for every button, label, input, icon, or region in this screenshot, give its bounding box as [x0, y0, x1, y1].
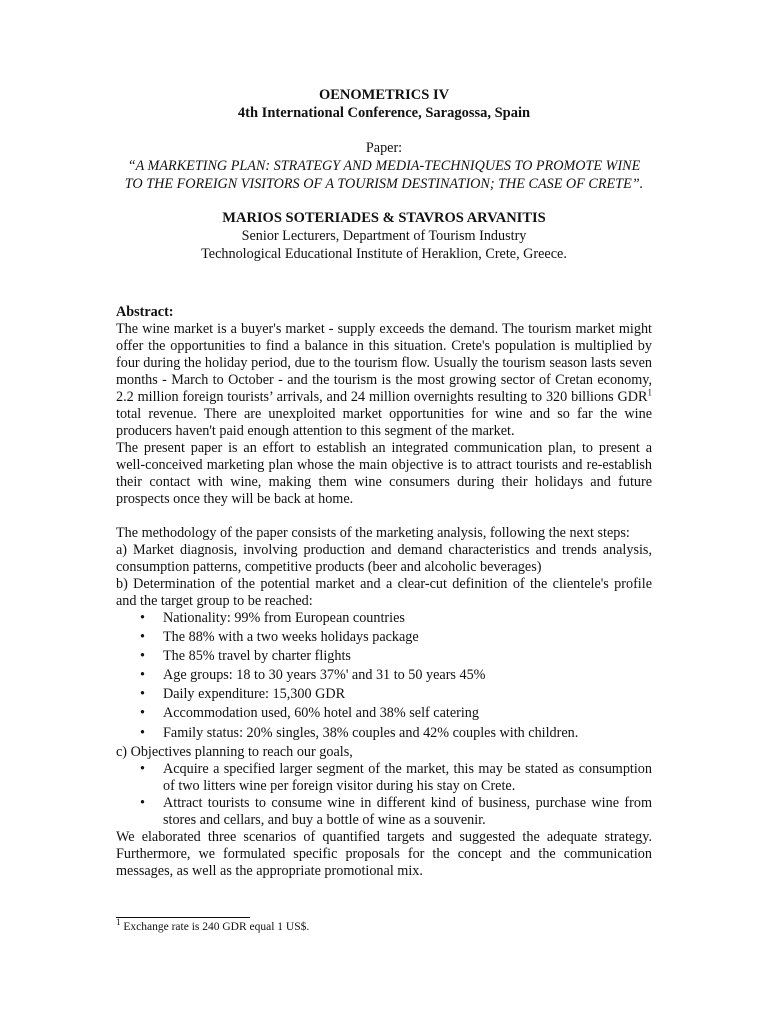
affiliation-department: Senior Lecturers, Department of Tourism Industry — [241, 228, 527, 244]
affiliation-institute: Technological Educational Institute of Heraklion, Crete, Greece. — [201, 246, 567, 262]
paper-header — [110, 86, 658, 263]
list-item: • Attract tourists to consume wine in different kind of business, purchase wine from stores and cellars, and buy a bottle of wine as a souvenir. — [163, 795, 652, 829]
abstract-section — [116, 304, 652, 880]
footnote-reference: 1 — [647, 387, 652, 398]
list-item: • Age groups: 18 to 30 years 37%' and 31 to 50 years 45% — [163, 667, 652, 684]
abstract-heading: Abstract: — [116, 304, 174, 320]
abstract-paragraph-1-text: The wine market is a buyer's market - supply exceeds the demand. The tourism market might offer the opportunities to find a balance in this situation. Crete's population is multiplied by four during the holiday period, due to the tourism flow. Usually the tourism season lasts seven months - March to October - and the tourism is the most growing sector of Cretan economy, 2.2 million foreign tourists’ arrivals, and 24 million overnights resulting to 320 billions GDR — [116, 321, 652, 405]
step-b: b) Determination of the potential market and a clear-cut definition of the clientele's profile and the target group to be reached: — [116, 576, 652, 609]
conference-title: OENOMETRICS IV — [318, 87, 450, 103]
paper-label: Paper: — [365, 140, 403, 156]
abstract-paragraph-1 — [116, 321, 652, 440]
paper-title: “A MARKETING PLAN: STRATEGY AND MEDIA-TECHNIQUES TO PROMOTE WINE TO THE FOREIGN VISITORS OF A TOURISM DESTINATION; THE CASE OF CRETE”. — [124, 158, 644, 192]
objective-bullet-list — [163, 761, 652, 829]
authors: MARIOS SOTERIADES & STAVROS ARVANITIS — [222, 210, 546, 226]
conference-subtitle: 4th International Conference, Saragossa, Spain — [237, 105, 531, 121]
profile-bullet-list — [163, 610, 652, 742]
abstract-paragraph-1-tail: total revenue. There are unexploited market opportunities for wine and so far the wine producers haven't paid enough attention to this segment of the market. — [116, 406, 652, 439]
abstract-paragraph-2: The present paper is an effort to establish an integrated communication plan, to present a well-conceived marketing plan whose the main objective is to attract tourists and re-establish their contact with wine, making them wine consumers during their holidays and future prospects once they will be back at home. — [116, 440, 652, 507]
list-item: • Family status: 20% singles, 38% couples and 42% couples with children. — [163, 725, 652, 742]
closing-paragraph: We elaborated three scenarios of quantified targets and suggested the adequate strategy. Furthermore, we formulated specific proposals for the concept and the communication messages, as well as the appropriate promotional mix. — [116, 828, 652, 879]
list-item: • The 85% travel by charter flights — [163, 648, 652, 665]
footnote-mark: 1 — [116, 917, 121, 928]
list-item: • The 88% with a two weeks holidays package — [163, 629, 652, 646]
paragraph-gap — [116, 508, 652, 525]
step-c: c) Objectives planning to reach our goals, — [116, 743, 353, 760]
footnote — [116, 917, 310, 934]
step-a: a) Market diagnosis, involving production and demand characteristics and trends analysis, consumption patterns, competitive products (beer and alcoholic beverages) — [116, 542, 652, 575]
footnote-divider — [116, 917, 250, 918]
list-item: • Nationality: 99% from European countries — [163, 610, 652, 627]
footnote-text: Exchange rate is 240 GDR equal 1 US$. — [120, 921, 310, 933]
list-item: • Daily expenditure: 15,300 GDR — [163, 686, 652, 703]
list-item: • Accommodation used, 60% hotel and 38% self catering — [163, 705, 652, 722]
list-item: • Acquire a specified larger segment of the market, this may be stated as consumption of two litters wine per foreign visitor during his stay on Crete. — [163, 761, 652, 795]
methodology-intro: The methodology of the paper consists of the marketing analysis, following the next steps: — [116, 525, 630, 541]
